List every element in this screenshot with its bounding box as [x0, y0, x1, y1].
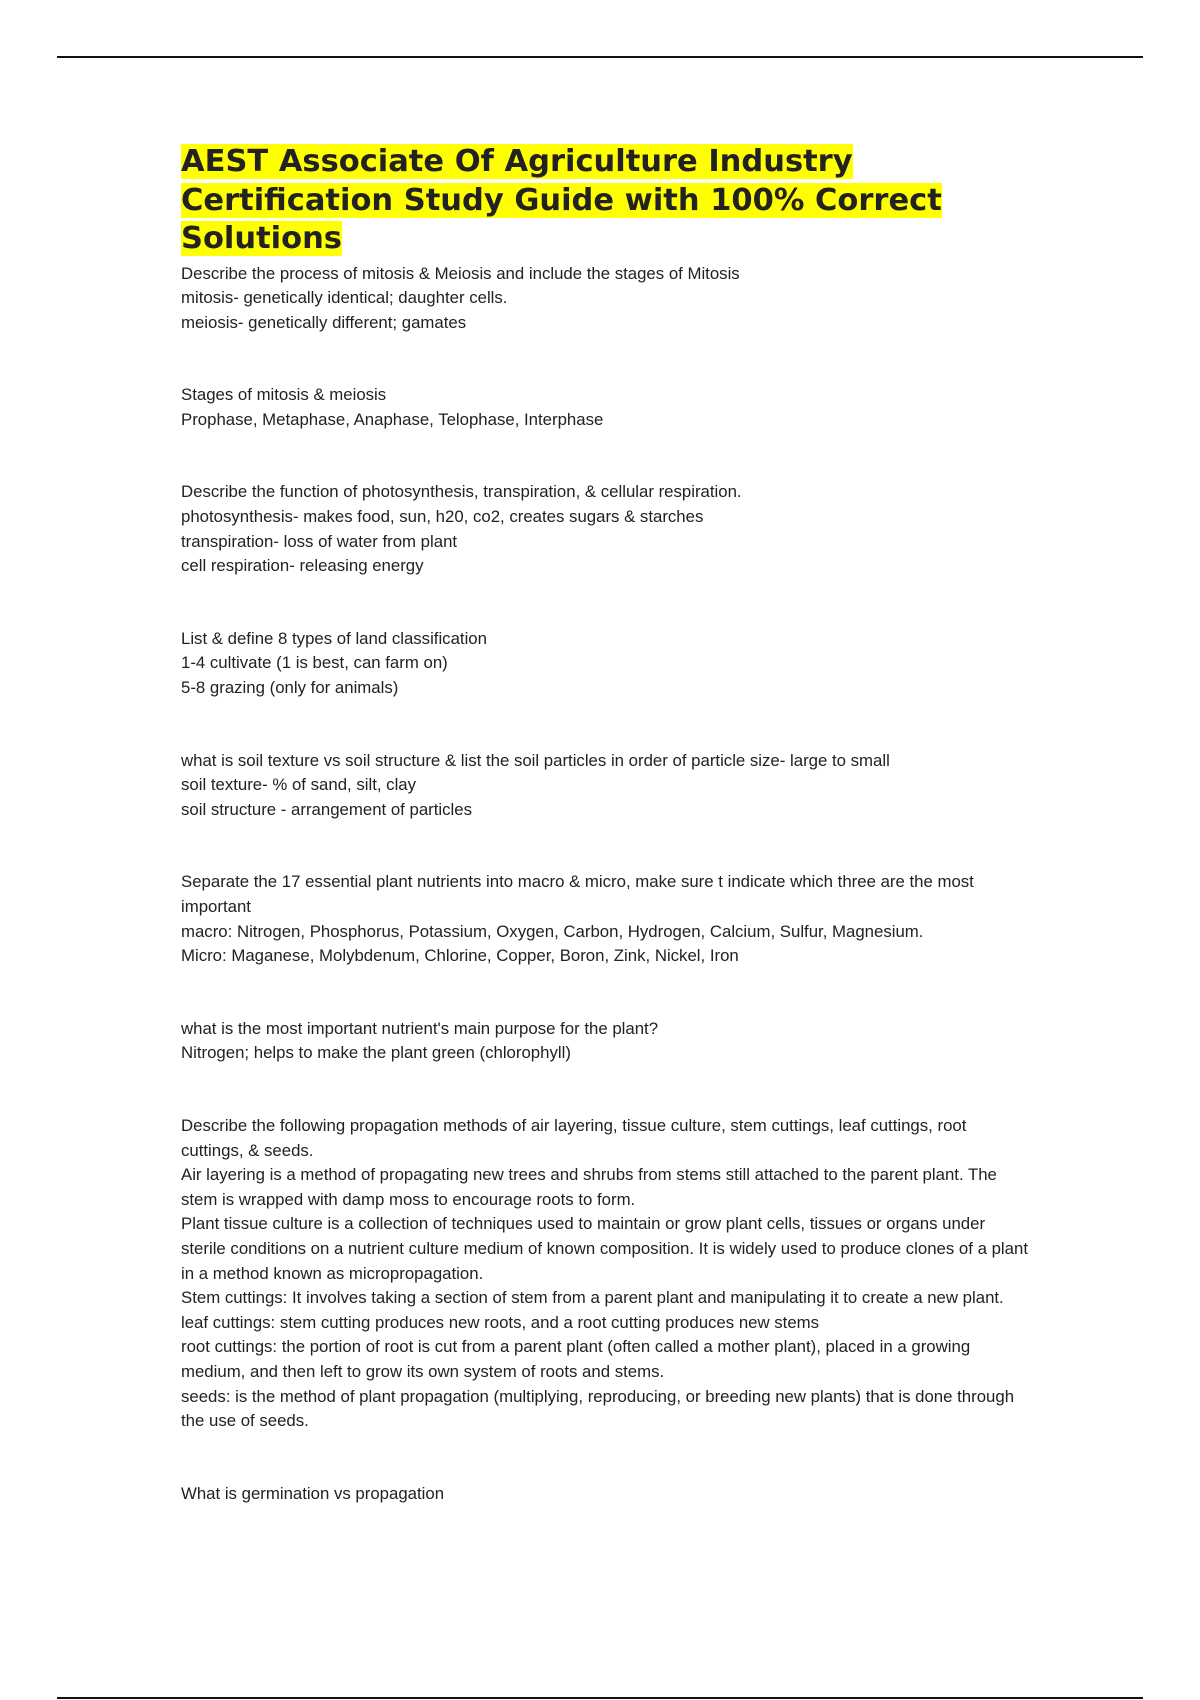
bottom-rule — [57, 1697, 1143, 1699]
answer-text: soil texture- % of sand, silt, clay — [181, 775, 417, 795]
answer-text: seeds: is the method of plant propagation (multiplying, reproducing, or breeding new plants) that is done through the use of seeds. — [181, 1386, 1015, 1431]
qa-item — [181, 627, 1031, 701]
answer-text: Nitrogen; helps to make the plant green (chlorophyll) — [181, 1043, 571, 1063]
answer-text: Air layering is a method of propagating new trees and shrubs from stems still attached to the parent plant. The stem is wrapped with damp moss to encourage roots to form. — [181, 1165, 997, 1209]
qa-item — [181, 1114, 1031, 1434]
title-highlight: AEST Associate Of Agriculture Industry Certification Study Guide with 100% Correct Solutions — [181, 144, 942, 256]
answer-text: Prophase, Metaphase, Anaphase, Telophase, Interphase — [181, 409, 604, 429]
answer-text: cell respiration- releasing energy — [181, 556, 424, 576]
question-text: Describe the following propagation methods of air layering, tissue culture, stem cuttings, leaf cuttings, root cuttings, & seeds. — [181, 1115, 967, 1160]
answer-text: Stem cuttings: It involves taking a section of stem from a parent plant and manipulating it to create a new plant. — [181, 1288, 1004, 1308]
qa-item — [181, 749, 1031, 823]
question-text: What is germination vs propagation — [181, 1483, 445, 1503]
question-text: Separate the 17 essential plant nutrients into macro & micro, make sure t indicate which three are the most important — [181, 872, 974, 916]
document-body — [181, 143, 1031, 1554]
qa-item — [181, 1482, 1031, 1507]
qa-item — [181, 262, 1031, 336]
question-text: List & define 8 types of land classification — [181, 628, 487, 648]
answer-text: photosynthesis- makes food, sun, h20, co2, creates sugars & starches — [181, 507, 704, 527]
question-text: Describe the process of mitosis & Meiosis and include the stages of Mitosis — [181, 263, 740, 283]
answer-text: soil structure - arrangement of particles — [181, 799, 472, 819]
top-rule — [57, 56, 1143, 58]
answer-text: leaf cuttings: stem cutting produces new roots, and a root cutting produces new stems — [181, 1312, 820, 1332]
answer-text: transpiration- loss of water from plant — [181, 531, 458, 551]
question-text: what is soil texture vs soil structure & list the soil particles in order of particle size- large to small — [181, 750, 890, 770]
qa-item — [181, 870, 1031, 968]
answer-text: root cuttings: the portion of root is cut from a parent plant (often called a mother plant), placed in a growing medium, and then left to grow its own system of roots and stems. — [181, 1337, 971, 1381]
question-text: Describe the function of photosynthesis, transpiration, & cellular respiration. — [181, 482, 742, 502]
answer-text: mitosis- genetically identical; daughter cells. — [181, 288, 508, 308]
qa-item — [181, 1017, 1031, 1066]
qa-item — [181, 383, 1031, 432]
answer-text: meiosis- genetically different; gamates — [181, 312, 467, 332]
question-text: what is the most important nutrient's main purpose for the plant? — [181, 1018, 659, 1038]
answer-text: macro: Nitrogen, Phosphorus, Potassium, Oxygen, Carbon, Hydrogen, Calcium, Sulfur, Magnesium. — [181, 921, 924, 941]
question-text: Stages of mitosis & meiosis — [181, 385, 387, 405]
answer-text: 1-4 cultivate (1 is best, can farm on) — [181, 653, 448, 673]
answer-text: Micro: Maganese, Molybdenum, Chlorine, Copper, Boron, Zink, Nickel, Iron — [181, 946, 739, 966]
answer-text: 5-8 grazing (only for animals) — [181, 678, 399, 698]
qa-item — [181, 480, 1031, 578]
answer-text: Plant tissue culture is a collection of techniques used to maintain or grow plant cells, tissues or organs under sterile conditions on a nutrient culture medium of known composition. It is widely used to produce clones of a plant in a method known as micropropagation. — [181, 1214, 1028, 1283]
document-title — [181, 143, 1031, 259]
